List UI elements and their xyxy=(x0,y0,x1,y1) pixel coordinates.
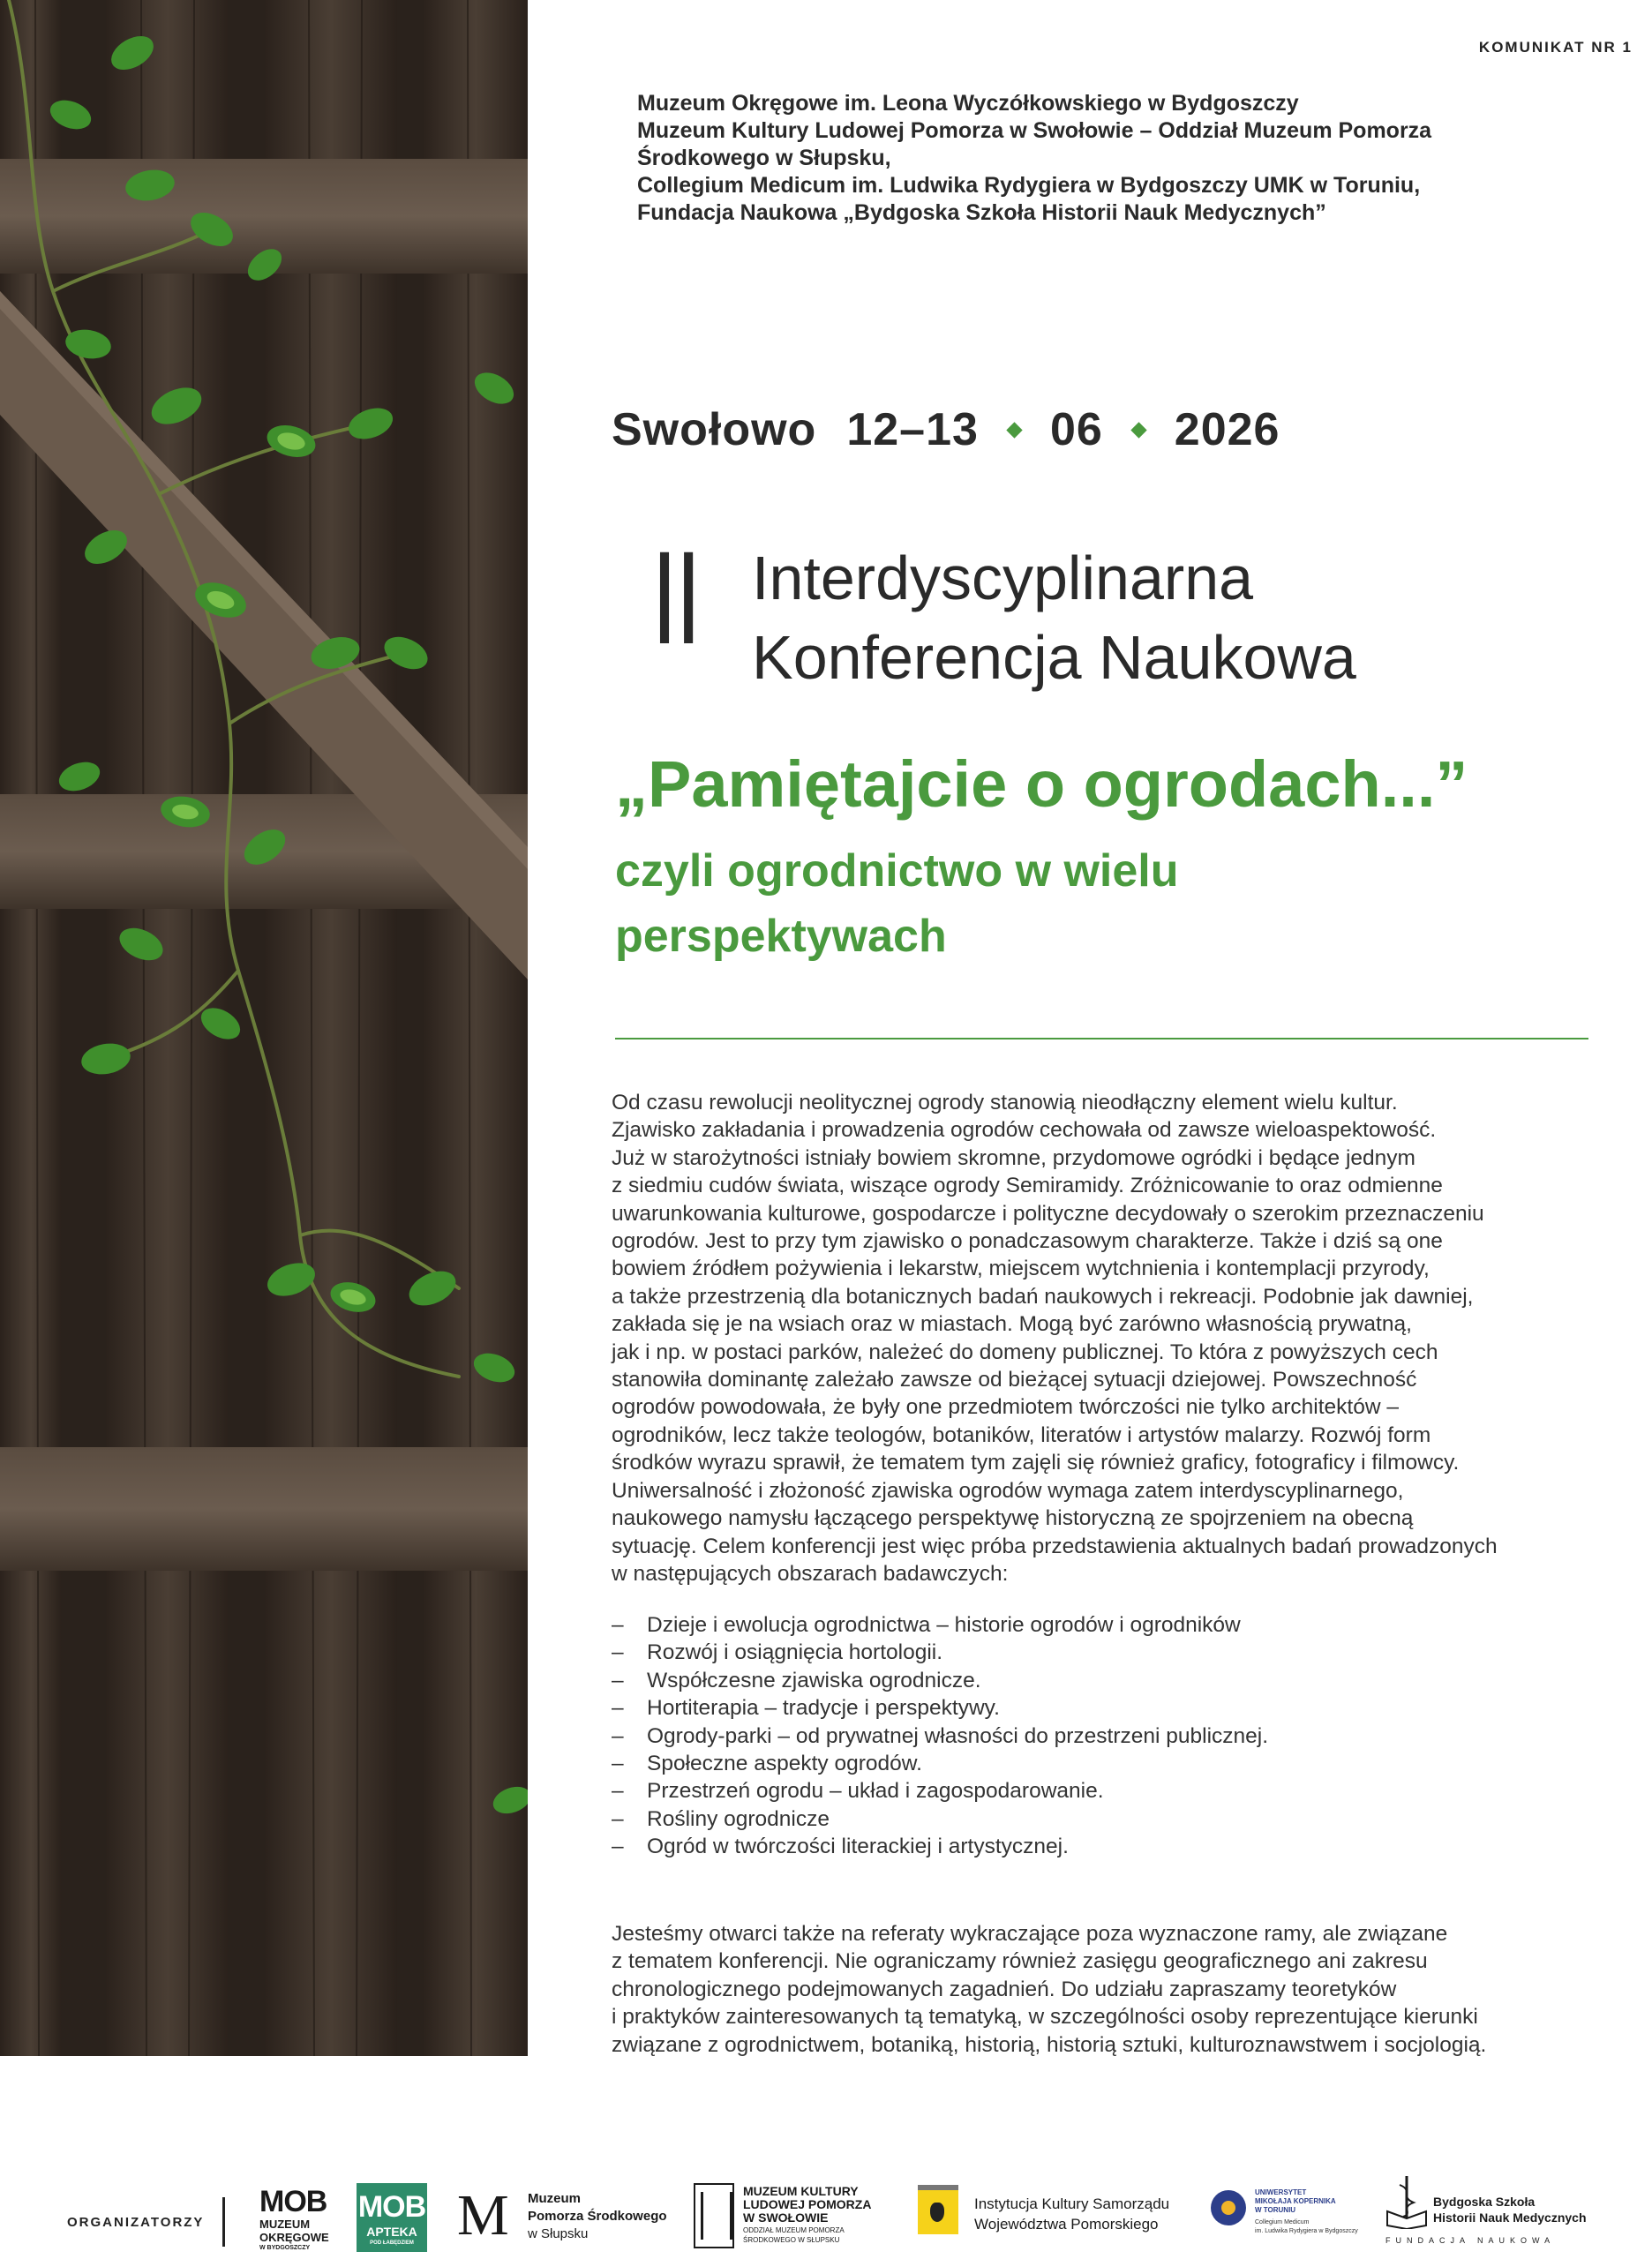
dash-bullet: – xyxy=(612,1640,624,1665)
dash-bullet: – xyxy=(612,1723,624,1748)
dash-bullet: – xyxy=(612,1752,624,1776)
list-item xyxy=(612,1833,1591,1860)
paragraph-line: stanowiła dominantę zależało zawsze od bieżącej sytuacji dziejowej. Powszechność xyxy=(612,1368,1417,1392)
paragraph-line: i praktyków zainteresowanych tą tematyką, w szczególności osoby reprezentujące kierunki xyxy=(612,2005,1478,2030)
event-place: Swołowo xyxy=(612,404,817,455)
conference-subtitle xyxy=(615,838,1409,969)
logo-text-line: Bydgoska Szkoła xyxy=(1433,2195,1536,2209)
paragraph-line: Jesteśmy otwarci także na referaty wykraczające poza wyznaczone ramy, ale związane xyxy=(612,1922,1448,1946)
cover-photo xyxy=(0,0,528,2056)
conference-title-line: Interdyscyplinarna xyxy=(752,544,1254,612)
list-item xyxy=(612,1805,1591,1833)
logo-text: W BYDGOSZCZY xyxy=(259,2245,311,2251)
paragraph-line: naukowego namysłu łączącego perspektywę historyczną ze spojrzeniem na obecną xyxy=(612,1506,1414,1531)
logo-text: POD ŁABĘDZIEM xyxy=(370,2240,414,2246)
paragraph-line: w następujących obszarach badawczych: xyxy=(612,1561,1009,1586)
muzeum-pomorza-logo xyxy=(457,2180,687,2250)
logo-text-line: MUZEUM KULTURY xyxy=(743,2184,859,2198)
paragraph-line: Uniwersalność i złożoność zjawiska ogrodów wymaga zatem interdyscyplinarnego, xyxy=(612,1478,1404,1503)
logo-text-line: im. Ludwika Rydygiera w Bydgoszczy xyxy=(1255,2228,1358,2234)
dash-bullet: – xyxy=(612,1835,624,1859)
griffin-shield-icon xyxy=(918,2185,958,2234)
subtitle-line: czyli ogrodnictwo w wielu xyxy=(615,845,1179,897)
event-year: 2026 xyxy=(1174,404,1280,455)
event-month: 06 xyxy=(1049,404,1103,455)
dash-bullet: – xyxy=(612,1779,624,1804)
paragraph-line: z tematem konferencji. Nie ograniczamy również zasięgu geograficznego ani zakresu xyxy=(612,1949,1428,1974)
conference-theme: „Pamiętajcie o ogrodach...” xyxy=(615,747,1468,821)
topic-text: Ogród w twórczości literackiej i artystycznej. xyxy=(647,1835,1069,1859)
paragraph-line: sytuację. Celem konferencji jest więc próba przedstawienia aktualnych badań prowadzonych xyxy=(612,1534,1498,1558)
dash-bullet: – xyxy=(612,1806,624,1831)
event-dateline xyxy=(612,399,1280,461)
mob-museum-logo xyxy=(259,2187,327,2251)
closing-paragraph xyxy=(612,1920,1591,2059)
list-item xyxy=(612,1694,1591,1722)
university-seal-icon xyxy=(1211,2190,1246,2225)
topic-text: Rośliny ogrodnicze xyxy=(647,1806,830,1831)
topic-text: Dzieje i ewolucja ogrodnictwa – historie ogrodów i ogrodników xyxy=(647,1613,1241,1637)
paragraph-line: Zjawisko zakładania i prowadzenia ogrodów cechowała od zawsze wieloaspektowość. xyxy=(612,1118,1437,1143)
list-item xyxy=(612,1750,1591,1777)
wojewodztwo-pomorskie-logo xyxy=(918,2178,1200,2252)
list-item xyxy=(612,1667,1591,1694)
logo-mark: M xyxy=(457,2183,509,2248)
paragraph-line: bowiem źródłem pożywienia i lekarstw, miejscem wytchnienia i kontemplacji przyrody, xyxy=(612,1257,1430,1281)
paragraph-line: Już w starożytności istniały bowiem skromne, przydomowe ogródki i będące jednym xyxy=(612,1145,1415,1170)
topic-text: Współczesne zjawiska ogrodnicze. xyxy=(647,1668,981,1692)
paragraph-line: środków wyrazu sprawił, że tematem tym zajęli się również graficy, fotograficy i filmowcy. xyxy=(612,1451,1460,1475)
conference-title-line: Konferencja Naukowa xyxy=(752,623,1356,692)
topic-text: Ogrody-parki – od prywatnej własności do przestrzeni publicznej. xyxy=(647,1723,1269,1748)
paragraph-line: z siedmiu cudów świata, wiszące ogrody Semiramidy. Zróżnicowanie to oraz odmienne xyxy=(612,1174,1443,1198)
logo-text-line: Województwa Pomorskiego xyxy=(974,2216,1159,2233)
research-topics-list xyxy=(612,1611,1591,1861)
topic-text: Rozwój i osiągnięcia hortologii. xyxy=(647,1640,943,1665)
logo-text xyxy=(1433,2194,1587,2225)
logo-text-line: Collegium Medicum xyxy=(1255,2219,1310,2225)
paragraph-line: uwarunkowania kulturowe, gospodarcze i polityczne decydowały o szerokim przeznaczeniu xyxy=(612,1201,1484,1226)
logo-text xyxy=(974,2194,1169,2234)
logo-text-line: w Słupsku xyxy=(528,2226,589,2241)
logo-text-line: Instytucja Kultury Samorządu xyxy=(974,2195,1170,2212)
intro-paragraph xyxy=(612,1089,1591,1587)
diamond-icon xyxy=(1130,422,1146,438)
organizer-line: Fundacja Naukowa „Bydgoska Szkoła Historii Nauk Medycznych” xyxy=(637,200,1326,225)
organizers-label: ORGANIZATORZY xyxy=(67,2215,205,2230)
paragraph-line: ogrodników, lecz także teologów, botaników, literatów i artystów malarzy. Rozwój form xyxy=(612,1422,1431,1447)
umk-logo xyxy=(1211,2180,1370,2250)
logo-text-line: Historii Nauk Medycznych xyxy=(1433,2210,1587,2225)
logo-text-line: MIKOŁAJA KOPERNIKA xyxy=(1255,2197,1336,2205)
paragraph-line: zakłada się je na wsiach oraz w miastach. Mogą być zarówno własnością prywatną, xyxy=(612,1312,1412,1337)
logo-text xyxy=(743,2185,871,2244)
paragraph-line: Od czasu rewolucji neolitycznej ogrody stanowią nieodłączny element wielu kultur. xyxy=(612,1091,1398,1114)
list-item xyxy=(612,1777,1591,1805)
logo-text xyxy=(1255,2188,1358,2236)
logo-text-line: ODDZIAŁ MUZEUM POMORZA xyxy=(743,2226,845,2234)
logo-mark: MOB xyxy=(357,2190,426,2224)
divider xyxy=(222,2197,225,2247)
paragraph-line: związane z ogrodnictwem, botaniką, historią, historią sztuki, kulturoznawstwem i socjologią. xyxy=(612,2032,1487,2057)
logo-text-line: W TORUNIU xyxy=(1255,2206,1296,2214)
logo-text-line: UNIWERSYTET xyxy=(1255,2188,1307,2196)
divider xyxy=(615,1038,1588,1039)
list-item xyxy=(612,1639,1591,1666)
organizer-line: Muzeum Kultury Ludowej Pomorza w Swołowie – Oddział Muzeum Pomorza xyxy=(637,118,1432,143)
conference-title xyxy=(752,538,1356,697)
organizer-line: Collegium Medicum im. Ludwika Rydygiera w Bydgoszczy UMK w Toruniu, xyxy=(637,173,1421,198)
announcement-number: KOMUNIKAT NR 1 xyxy=(1478,39,1633,56)
logo-text-line: Pomorza Środkowego xyxy=(528,2209,667,2224)
dash-bullet: – xyxy=(612,1696,624,1721)
subtitle-line: perspektywach xyxy=(615,911,947,962)
logo-text: FUNDACJA NAUKOWA xyxy=(1385,2236,1556,2245)
dash-bullet: – xyxy=(612,1668,624,1692)
paragraph-line: ogrodów powodowała, że były one przedmiotem twórczości nie tylko architektów – xyxy=(612,1395,1399,1420)
caduceus-book-icon xyxy=(1385,2173,1428,2229)
topic-text: Społeczne aspekty ogrodów. xyxy=(647,1752,922,1776)
paragraph-line: a także przestrzenią dla botanicznych badań naukowych i rekreacji. Podobnie jak dawniej, xyxy=(612,1284,1474,1309)
organizer-line: Muzeum Okręgowe im. Leona Wyczółkowskiego w Bydgoszczy xyxy=(637,91,1299,116)
logo-text-line: ŚRODKOWEGO W SŁUPSKU xyxy=(743,2236,840,2244)
logo-mark: MOB xyxy=(259,2185,327,2218)
event-days: 12–13 xyxy=(846,404,979,455)
apteka-logo xyxy=(357,2183,427,2252)
paragraph-line: chronologicznego podejmowanych zagadnień. Do udziału zapraszamy teoretyków xyxy=(612,1977,1397,2001)
topic-text: Hortiterapia – tradycje i perspektywy. xyxy=(647,1696,1000,1721)
topic-text: Przestrzeń ogrodu – układ i zagospodarowanie. xyxy=(647,1779,1104,1804)
logo-text xyxy=(528,2190,667,2243)
logo-text: OKRĘGOWE xyxy=(259,2231,329,2244)
dash-bullet: – xyxy=(612,1613,624,1637)
logo-text: APTEKA xyxy=(366,2225,417,2239)
organizer-line: Środkowego w Słupsku, xyxy=(637,146,891,170)
logo-text-line: Muzeum xyxy=(528,2191,581,2206)
logo-text-line: W SWOŁOWIE xyxy=(743,2210,829,2225)
logo-text: MUZEUM xyxy=(259,2218,311,2231)
logo-text-line: LUDOWEJ POMORZA xyxy=(743,2197,872,2211)
organizers-list xyxy=(637,90,1590,227)
diamond-icon xyxy=(1006,422,1022,438)
paragraph-line: ogrodów. Jest to przy tym zjawisko o ponadczasowym charakterze. Także i dziś są one xyxy=(612,1229,1443,1254)
list-item xyxy=(612,1611,1591,1639)
edition-number: II xyxy=(651,523,700,672)
list-item xyxy=(612,1722,1591,1750)
muzeum-kultury-ludowej-logo xyxy=(694,2180,914,2250)
trellis-vine-image xyxy=(0,0,528,2056)
paragraph-line: jak i np. w postaci parków, należeć do domeny publicznej. To która z powyższych cech xyxy=(612,1340,1438,1364)
house-icon xyxy=(694,2183,734,2248)
bshnm-foundation-logo xyxy=(1385,2173,1633,2252)
